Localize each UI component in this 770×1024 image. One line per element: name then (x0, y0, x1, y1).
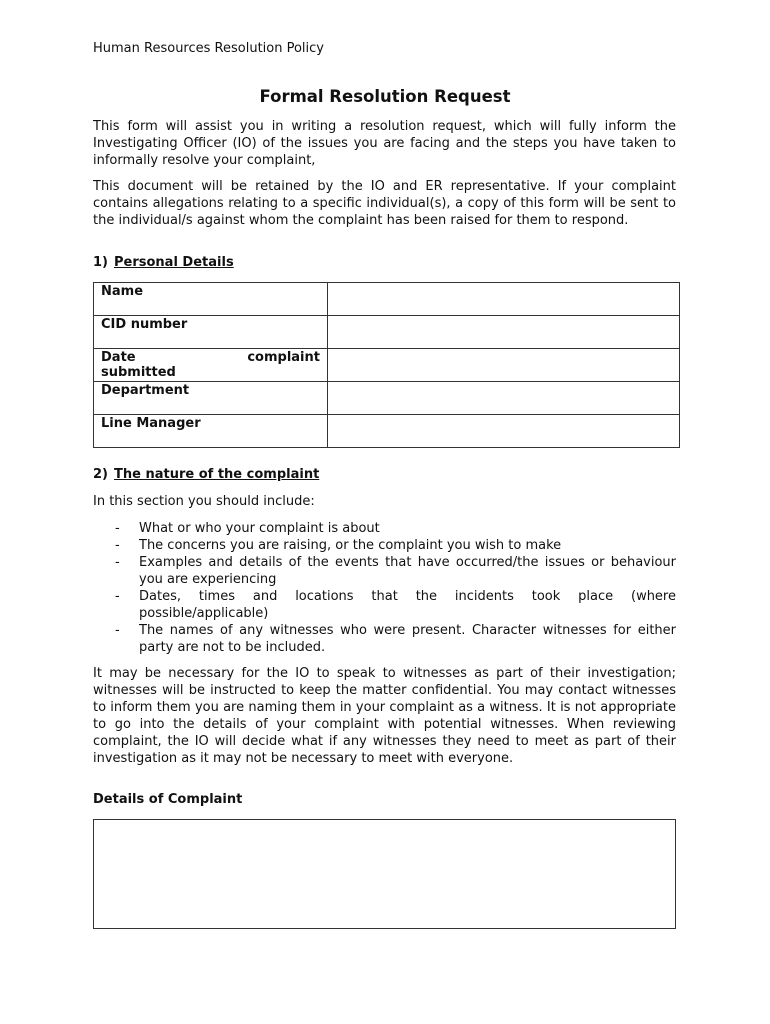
date-label-word-1: Date (101, 350, 136, 365)
list-item: - What or who your complaint is about (115, 521, 380, 536)
department-field[interactable] (328, 382, 680, 415)
table-row (94, 283, 680, 316)
table-row (94, 382, 680, 415)
section-2-title: The nature of the complaint (114, 467, 320, 482)
section-2-number: 2) (93, 467, 108, 482)
date-submitted-label (94, 349, 328, 382)
bullet-dash: - (115, 555, 120, 570)
line-manager-label: Line Manager (94, 415, 328, 448)
intro-paragraph-2: This document will be retained by the IO and ER representative. If your complaint contains allegations relating to a specific individual(s), a copy of this form will be sent to the individual/s against whom the complaint has been raised for them to respond. (93, 179, 676, 228)
running-header: Human Resources Resolution Policy (93, 41, 324, 56)
intro-paragraph-1: This form will assist you in writing a resolution request, which will fully inform the Investigating Officer (IO) of the issues you are facing and the steps you have taken to informally resolve your complaint, (93, 119, 676, 168)
section-1-number: 1) (93, 255, 108, 270)
section-2-lead: In this section you should include: (93, 494, 315, 509)
table-row (94, 349, 680, 382)
date-label-word-2: complaint (247, 350, 320, 365)
section-1-title: Personal Details (114, 255, 234, 270)
section-2-heading (93, 467, 319, 482)
complaint-checklist (93, 520, 676, 656)
date-label-line-2: submitted (101, 365, 176, 380)
bullet-dash: - (115, 538, 120, 553)
bullet-dash: - (115, 589, 120, 604)
list-item: - Dates, times and locations that the incidents took place (where possible/applicable) (115, 589, 676, 621)
details-of-complaint-box[interactable] (93, 819, 676, 929)
bullet-dash: - (115, 521, 120, 536)
cid-number-field[interactable] (328, 316, 680, 349)
personal-details-table (93, 282, 680, 448)
department-label: Department (94, 382, 328, 415)
name-label: Name (94, 283, 328, 316)
table-row (94, 316, 680, 349)
line-manager-field[interactable] (328, 415, 680, 448)
form-title: Formal Resolution Request (259, 87, 511, 106)
list-item: - The concerns you are raising, or the complaint you wish to make (115, 538, 562, 553)
witness-paragraph: It may be necessary for the IO to speak to witnesses as part of their investigation; witnesses will be instructed to keep the matter confidential. You may contact witnesses to inform them you are naming them in your complaint as a witness. It is not appropriate to go into the details of your complaint with potential witnesses. When reviewing complaint, the IO will decide what if any witnesses they need to meet as part of their investigation as it may not be necessary to meet with everyone. (93, 666, 676, 766)
bullet-dash: - (115, 623, 120, 638)
list-item: - Examples and details of the events that have occurred/the issues or behaviour you are experiencing (115, 555, 676, 587)
date-submitted-field[interactable] (328, 349, 680, 382)
list-item: - The names of any witnesses who were present. Character witnesses for either party are not to be included. (115, 623, 676, 655)
cid-number-label: CID number (94, 316, 328, 349)
name-field[interactable] (328, 283, 680, 316)
section-1-heading (93, 255, 234, 270)
details-heading: Details of Complaint (93, 792, 243, 807)
table-row (94, 415, 680, 448)
